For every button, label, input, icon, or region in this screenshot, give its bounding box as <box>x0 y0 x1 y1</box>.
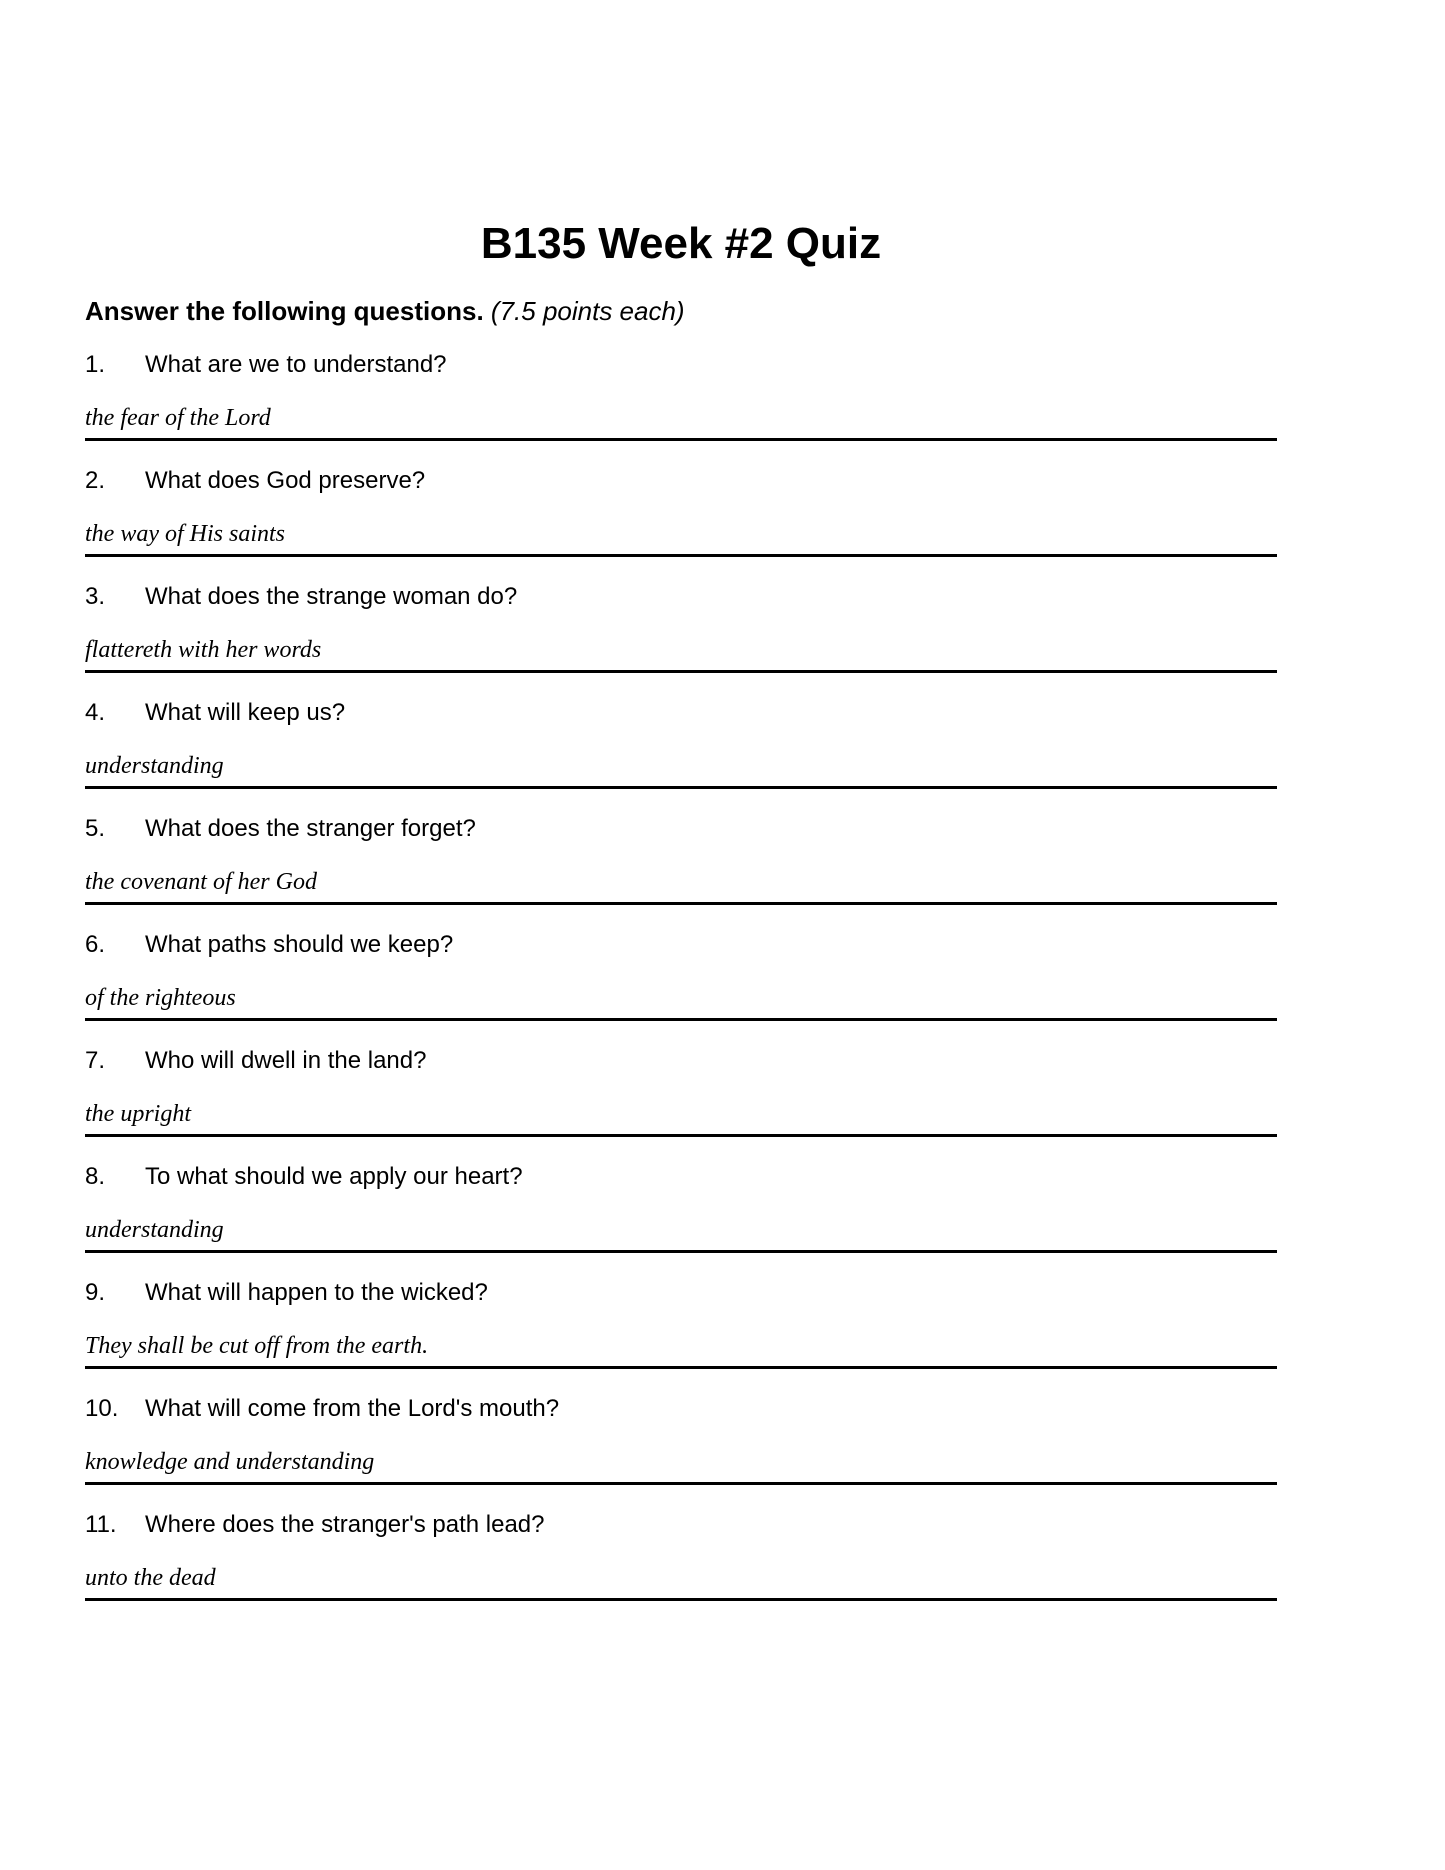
answer-line: of the righteous <box>85 978 1277 1021</box>
answer-line: understanding <box>85 746 1277 789</box>
question-text: What will happen to the wicked? <box>145 1279 488 1306</box>
question-item <box>85 1392 1277 1508</box>
question-item <box>85 1276 1277 1392</box>
question-line <box>85 1276 488 1310</box>
question-line <box>85 1160 523 1194</box>
answer-line: the fear of the Lord <box>85 398 1277 441</box>
question-item <box>85 696 1277 812</box>
question-text: What does God preserve? <box>145 467 426 494</box>
question-item <box>85 812 1277 928</box>
question-number: 9. <box>85 1279 106 1306</box>
question-item <box>85 464 1277 580</box>
question-line <box>85 464 425 498</box>
question-line <box>85 812 476 846</box>
question-line <box>85 1044 426 1078</box>
question-text: What does the stranger forget? <box>145 815 476 842</box>
question-number: 8. <box>85 1163 106 1190</box>
question-text: To what should we apply our heart? <box>145 1163 523 1190</box>
answer-line: flattereth with her words <box>85 630 1277 673</box>
question-text: Who will dwell in the land? <box>145 1047 427 1074</box>
answer-line: understanding <box>85 1210 1277 1253</box>
instructions-points: (7.5 points each) <box>490 296 685 326</box>
question-line <box>85 348 447 382</box>
page-title: B135 Week #2 Quiz <box>480 219 882 268</box>
question-item <box>85 1508 1277 1624</box>
question-text: Where does the stranger's path lead? <box>145 1511 545 1538</box>
question-number: 2. <box>85 467 106 494</box>
question-number: 5. <box>85 815 106 842</box>
answer-line: the way of His saints <box>85 514 1277 557</box>
question-text: What paths should we keep? <box>145 931 454 958</box>
question-line <box>85 696 345 730</box>
question-text: What will keep us? <box>145 699 346 726</box>
question-text: What does the strange woman do? <box>145 583 518 610</box>
question-line <box>85 928 453 962</box>
answer-line: knowledge and understanding <box>85 1442 1277 1485</box>
question-number: 4. <box>85 699 106 726</box>
question-item <box>85 580 1277 696</box>
instructions <box>85 294 685 328</box>
question-item <box>85 928 1277 1044</box>
answer-line: They shall be cut off from the earth. <box>85 1326 1277 1369</box>
question-item <box>85 1160 1277 1276</box>
question-line <box>85 580 517 614</box>
question-number: 6. <box>85 931 106 958</box>
question-item <box>85 348 1277 464</box>
question-line <box>85 1392 559 1426</box>
question-text: What are we to understand? <box>145 351 447 378</box>
question-number: 3. <box>85 583 106 610</box>
question-item <box>85 1044 1277 1160</box>
answer-line: unto the dead <box>85 1558 1277 1601</box>
question-number: 1. <box>85 351 106 378</box>
question-text: What will come from the Lord's mouth? <box>145 1395 560 1422</box>
question-line <box>85 1508 545 1542</box>
answer-line: the upright <box>85 1094 1277 1137</box>
answer-line: the covenant of her God <box>85 862 1277 905</box>
question-list <box>85 348 1277 1624</box>
instructions-lead: Answer the following questions. <box>85 296 484 326</box>
question-number: 11. <box>85 1511 117 1538</box>
question-number: 10. <box>85 1395 119 1422</box>
question-number: 7. <box>85 1047 106 1074</box>
